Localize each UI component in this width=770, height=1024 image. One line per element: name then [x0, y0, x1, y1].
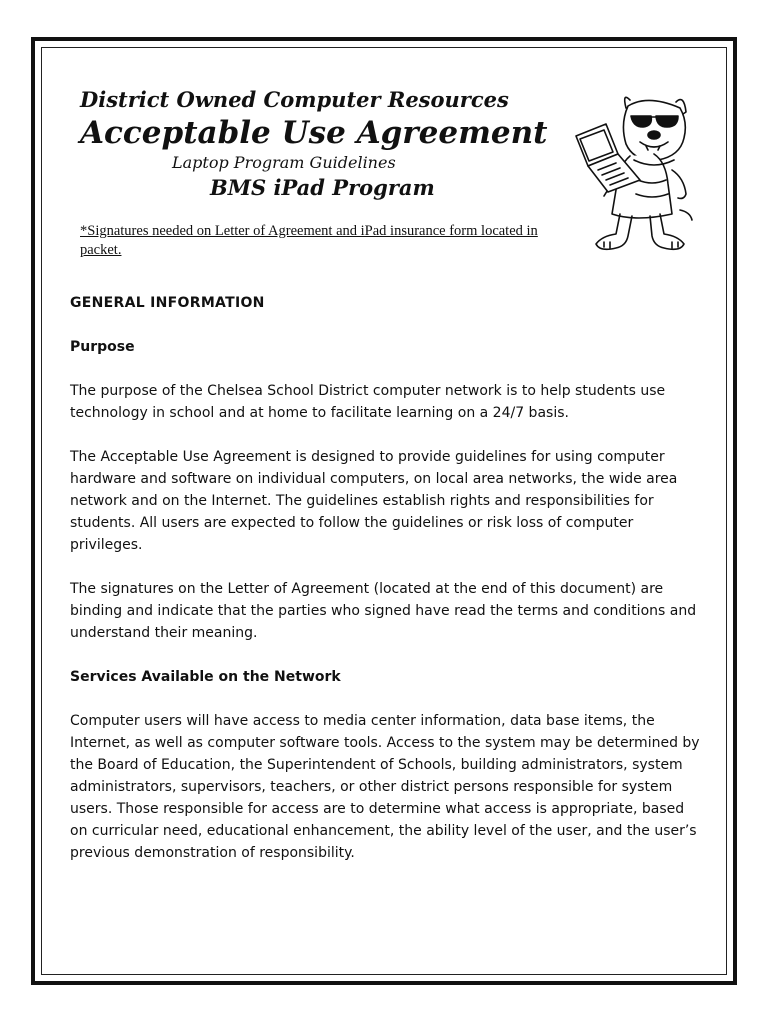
signature-note: *Signatures needed on Letter of Agreement and iPad insurance form located in packet. [80, 223, 538, 258]
header-title-main: Acceptable Use Agreement [80, 115, 548, 151]
section-heading-general: GENERAL INFORMATION [70, 295, 265, 311]
header-subtitle: Laptop Program Guidelines [172, 153, 396, 172]
document-header [80, 86, 560, 202]
header-program-name: BMS iPad Program [210, 175, 435, 200]
services-paragraph-1: Computer users will have access to media center information, data base items, the Internet, as well as computer software tools. Access to the system may be determined by the Board of Education, the Superintendent of Schools, building administrators, system administrators, supervisors, teachers, or other district persons responsible for system users. Those responsible for access are to determine what access is appropriate, based on curricular need, educational enhancement, the ability level of the user, and the user’s previous demonstration of responsibility. [70, 713, 700, 861]
bulldog-mascot-with-laptop-icon [568, 90, 698, 255]
document-body [70, 292, 705, 886]
section-heading-purpose: Purpose [70, 339, 135, 355]
header-title-line1: District Owned Computer Resources [80, 87, 509, 112]
purpose-paragraph-1: The purpose of the Chelsea School District computer network is to help students use technology in school and at home to facilitate learning on a 24/7 basis. [70, 383, 666, 421]
section-heading-services: Services Available on the Network [70, 669, 341, 685]
purpose-paragraph-3: The signatures on the Letter of Agreement (located at the end of this document) are binding and indicate that the parties who signed have read the terms and conditions and understand their meaning. [70, 581, 697, 641]
purpose-paragraph-2: The Acceptable Use Agreement is designed to provide guidelines for using computer hardware and software on individual computers, on local area networks, the wide area network and on the Internet. The guidelines establish rights and responsibilities for students. All users are expected to follow the guidelines or risk loss of computer privileges. [70, 449, 678, 553]
